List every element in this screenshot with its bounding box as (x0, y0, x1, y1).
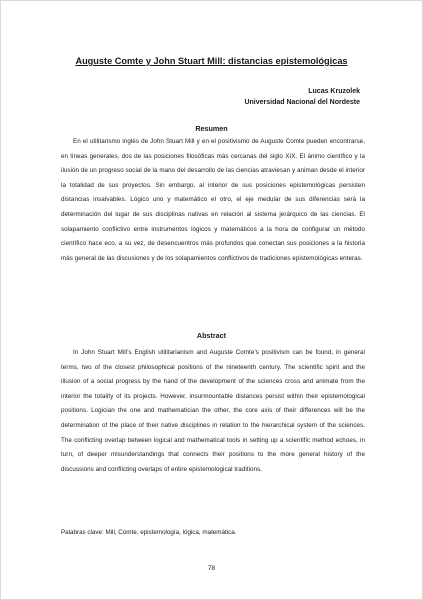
resumen-paragraph: En el utilitarismo inglés de John Stuart Mill y en el positivismo de Auguste Comte pueden encontrarse, en líneas generales, dos de las posiciones filosóficas más cercanas del siglo XIX. El ánimo científico y la ilusión de un progreso social de la mano del desarrollo de las ciencias atraviesan y animan desde el interior la totalidad de sus proyectos. Sin embargo, al interior de sus posiciones epistemológicas persisten distancias insalvables. Lógico uno y matemático el otro, el eje medular de sus diferencias será la determinación del lugar de sus disciplinas nativas en relación al sistema jerárquico de las ciencias. El solapamiento conflictivo entre instrumentos lógicos y matemáticos a la hora de configurar un método científico hace eco, a su vez, de desencuentros más profundos que conectan sus posiciones a la historia más general de las discusiones y de los solapamientos conflictivos de tradiciones epistemológicas enteras. (61, 138, 365, 262)
keywords-line: Palabras clave: Mill, Comte, epistemología, lógica, matemática. (61, 529, 237, 536)
author-name: Lucas Kruzolek (308, 88, 360, 95)
paper-title: Auguste Comte y John Stuart Mill: distancias epistemológicas (75, 56, 348, 66)
resumen-heading: Resumen (195, 124, 228, 133)
abstract-paragraph: In John Stuart Mill’s English utilitarianism and Auguste Comte’s positivism can be found, in general terms, two of the closest philosophical positions of the nineteenth century. The scientific spirit and the illusion of a social progress by the hand of the development of the sciences cross and animate from the interior the totality of its projects. However, insurmountable distances persist within their epistemological positions. Logician the one and mathematician the other, the core axis of their differences will be the determination of the place of their native disciplines in relation to the hierarchical system of the sciences. The conflicting overlap between logical and mathematical tools in setting up a scientific method echoes, in turn, of deeper misunderstandings that connects their positions to the more general history of the discussions and conflicting overlaps of entire epistemological traditions. (61, 349, 365, 473)
author-affiliation: Universidad Nacional del Nordeste (244, 98, 360, 106)
page-number: 78 (207, 565, 216, 572)
abstract-heading: Abstract (196, 331, 227, 340)
author-block (244, 87, 360, 108)
